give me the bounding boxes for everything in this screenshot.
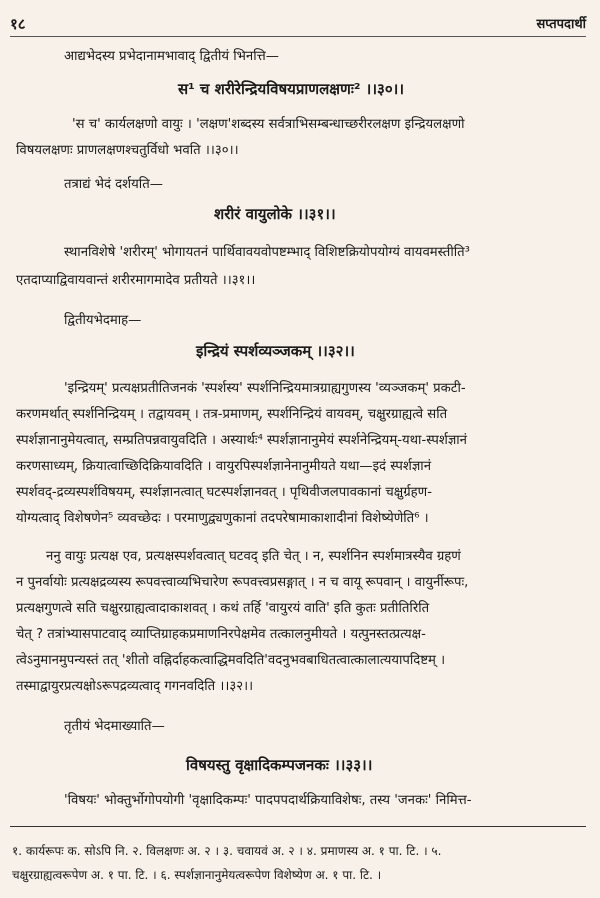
commentary-line: 'इन्द्रियम्' प्रत्यक्षप्रतीतिजनकं 'स्पर्शस्य' स्पर्शनिन्द्रियमात्रग्राह्यगुणस्य 'व्यञ्जकम्' प्रकटी-	[64, 381, 466, 396]
intro-line: आद्यभेदस्य प्रभेदानामभावाद् द्वितीयं भिनत्ति—	[64, 49, 279, 64]
footnote-line: चक्षुरग्राह्यत्वरूपेण अ. १ पा. टि. । ६. स्पर्शज्ञानानुमेयत्वरूपेण विशेष्येण अ. १ पा. टि. ।	[12, 868, 382, 882]
intro-line: द्वितीयभेदमाह—	[64, 313, 142, 328]
sutra-30: स¹ च शरीरेन्द्रियविषयप्राणलक्षणः² ।।३०।।	[178, 80, 405, 98]
commentary-line: तस्माद्वायुरप्रत्यक्षोऽरूपद्रव्यत्वाद् गगनवदिति ।।३२।।	[16, 679, 254, 694]
commentary-line: चेत् ? तत्रांभ्यासपाटवाद् व्याप्तिग्राहकप्रमाणनिरपेक्षमेव तत्कालनुमीयते । यत्पुनस्तत्प्रत्यक्ष-	[16, 627, 426, 642]
footnote-rule	[10, 826, 586, 827]
commentary-line: स्थानविशेषे 'शरीरम्' भोगायतनं पार्थिवावयवोपष्टम्भाद् विशिष्टक्रियोपयोग्यं वायवमस्तीति³	[64, 245, 470, 260]
sutra-31: शरीरं वायुलोके ।।३१।।	[214, 205, 336, 223]
footnote-line: १. कार्यरूपः क. सोऽपि नि. २. विलक्षणः अ. २ । ३. चवायवं अ. २ । ४. प्रमाणस्य अ. १ पा. टि. । ५.	[12, 844, 442, 858]
commentary-line: विषयलक्षणः प्राणलक्षणश्चतुर्विधो भवति ।।३०।।	[16, 143, 239, 158]
commentary-line: 'विषयः' भोक्तुर्भोगोपयोगी 'वृक्षादिकम्पः' पादपपदार्थक्रियाविशेषः, तस्य 'जनकः' निमित्त-	[64, 793, 472, 808]
intro-line: तत्राद्यं भेदं दर्शयति—	[64, 177, 163, 192]
sutra-32: इन्द्रियं स्पर्शव्यञ्जकम् ।।३२।।	[196, 342, 355, 360]
running-title: सप्तपदार्थी	[536, 17, 586, 32]
commentary-line: त्वेऽनुमानमुपन्यस्तं तत् 'शीतो वह्निर्दाहकत्वाद्धिमवदिति'वदनुभवबाधितत्वात्कालात्ययापदिष्टम् ।	[16, 653, 446, 668]
commentary-line: करणसाध्यम्, क्रियात्वाच्छिदिक्रियावदिति । वायुरपिस्पर्शज्ञानेनानुमीयते यथा—इदं स्पर्शज्ञानं	[16, 459, 432, 474]
sutra-33: विषयस्तु वृक्षादिकम्पजनकः ।।३३।।	[186, 756, 373, 774]
commentary-line: एतदाप्याद्विवायवान्तं शरीरमागमादेव प्रतीयते ।।३१।।	[16, 273, 256, 288]
page-header	[10, 14, 586, 36]
commentary-line: न पुनर्वायोः प्रत्यक्षद्रव्यस्य रूपवत्त्वाव्यभिचारेण रूपवत्त्वप्रसङ्गात् । न च वायू रूपवान् । वायुर्नीरूपः,	[16, 575, 469, 590]
intro-line: तृतीयं भेदमाख्याति—	[64, 719, 165, 734]
commentary-line: 'स च' कार्यलक्षणो वायुः । 'लक्षण'शब्दस्य सर्वत्राभिसम्बन्धाच्छरीरलक्षण इन्द्रियलक्षणो	[72, 117, 465, 132]
commentary-line: योग्यत्वाद् विशेषणेन⁵ व्यवच्छेदः । परमाणुद्व्यणुकानां तदपरेषामाकाशादीनां विशेष्येणेति⁶ ।	[16, 511, 429, 526]
commentary-line: प्रत्यक्षगुणत्वे सति चक्षुरग्राह्यत्वादाकाशवत् । कथं तर्हि 'वायुरयं वाति' इति कुतः प्रतीतिरिति	[16, 601, 430, 616]
commentary-line: ननु वायुः प्रत्यक्ष एव, प्रत्यक्षस्पर्शवत्वात् घटवद् इति चेत् । न, स्पर्शनिन स्पर्शमात्रस्यैव ग्रहणं	[46, 549, 461, 564]
header-rule	[10, 36, 586, 37]
commentary-line: करणमर्थात् स्पर्शनिन्द्रियम् । तद्वायवम् । तत्र-प्रमाणम्, स्पर्शनिन्द्रियं वायवम्, चक्षुरग्राह्यत्वे सति	[16, 407, 448, 422]
page-number: १८	[10, 15, 26, 33]
commentary-line: स्पर्शवद्-द्रव्यस्पर्शविषयम्, स्पर्शज्ञानत्वात् घटस्पर्शज्ञानवत् । पृथिवीजलपावकानां चक्षुर्ग्रहण-	[16, 485, 432, 500]
commentary-line: स्पर्शज्ञानानुमेयत्वात्, सम्प्रतिपन्नवायुवदिति । अस्यार्थः⁴ स्पर्शज्ञानानुमेयं स्पर्शनेन्द्रियम्-यथा-स्पर्शज्ञानं	[16, 433, 468, 448]
